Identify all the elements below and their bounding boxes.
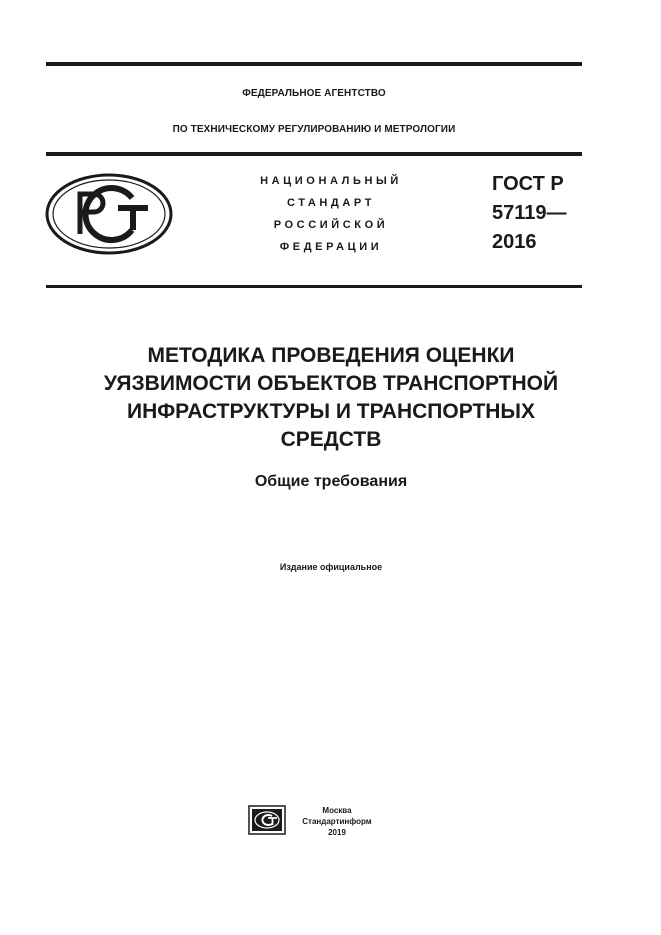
- national-standard-label: [220, 170, 442, 258]
- agency-name-line-1: ФЕДЕРАЛЬНОЕ АГЕНТСТВО: [242, 88, 386, 99]
- designation-line: ГОСТ Р: [492, 173, 564, 195]
- designation-line: 57119—: [492, 202, 567, 224]
- national-line: СТАНДАРТ: [286, 197, 376, 209]
- national-line: РОССИЙСКОЙ: [273, 219, 389, 231]
- publisher-city: Москва: [322, 806, 352, 815]
- edition-note: Издание официальное: [279, 562, 383, 572]
- title-line: УЯЗВИМОСТИ ОБЪЕКТОВ ТРАНСПОРТНОЙ: [103, 372, 559, 395]
- document-subtitle: Общие требования: [254, 473, 408, 490]
- gost-r-emblem-icon: [44, 172, 174, 256]
- agency-name-line-2: ПО ТЕХНИЧЕСКОМУ РЕГУЛИРОВАНИЮ И МЕТРОЛОГИИ: [172, 124, 456, 135]
- title-line: МЕТОДИКА ПРОВЕДЕНИЯ ОЦЕНКИ: [147, 344, 515, 367]
- top-rule: [46, 62, 582, 66]
- publisher-name: Стандартинформ: [302, 817, 372, 826]
- publisher-info: [292, 805, 382, 838]
- designation-line: 2016: [492, 231, 537, 253]
- standartinform-logo-icon: [248, 805, 286, 835]
- title-line: ИНФРАСТРУКТУРЫ И ТРАНСПОРТНЫХ: [126, 400, 535, 423]
- standard-designation: [492, 170, 567, 257]
- national-line: НАЦИОНАЛЬНЫЙ: [260, 175, 402, 187]
- title-line: СРЕДСТВ: [280, 428, 382, 451]
- publisher-year: 2019: [328, 828, 346, 837]
- middle-rule: [46, 152, 582, 156]
- lower-rule: [46, 285, 582, 288]
- document-title: [46, 342, 616, 454]
- national-line: ФЕДЕРАЦИИ: [279, 241, 383, 253]
